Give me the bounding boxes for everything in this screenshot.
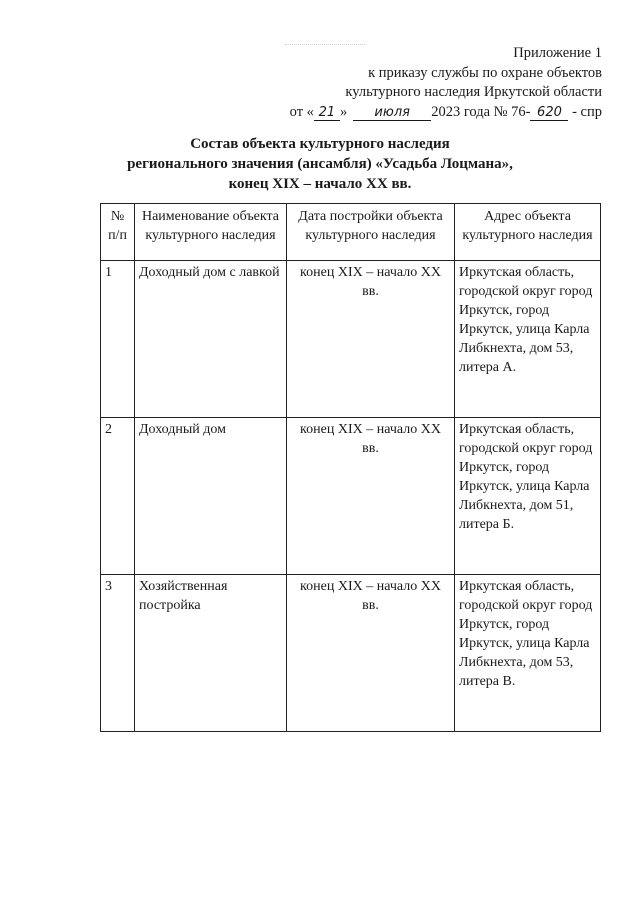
- header-name: Наименование объекта культурного наследия: [135, 204, 287, 261]
- appendix-line-2: к приказу службы по охране объектов: [368, 64, 602, 81]
- cell-number: 2: [101, 418, 135, 575]
- handwritten-order-number: 620: [530, 106, 568, 121]
- date-mid: »: [339, 103, 348, 120]
- header-number: № п/п: [101, 204, 135, 261]
- date-prefix: от «: [289, 103, 314, 120]
- cell-name: Хозяйственная постройка: [135, 575, 287, 732]
- date-suffix: - спр: [568, 103, 602, 120]
- cell-date: конец XIX – начало XX вв.: [287, 418, 455, 575]
- title-line-3: конец XIX – начало XX вв.: [228, 176, 412, 192]
- cell-address: Иркутская область, городской округ город Иркутск, город Иркутск, улица Карла Либкнехта, дом 51, литера Б.: [455, 418, 601, 575]
- handwritten-day: 21: [314, 106, 340, 121]
- handwritten-month: июля: [353, 106, 431, 121]
- table-row: [101, 575, 601, 732]
- cell-address: Иркутская область, городской округ город Иркутск, город Иркутск, улица Карла Либкнехта, дом 53, литера А.: [455, 261, 601, 418]
- cell-number: 1: [101, 261, 135, 418]
- appendix-header: [290, 44, 602, 122]
- date-year: 2023 года № 76-: [431, 103, 531, 120]
- cell-date: конец XIX – начало XX вв.: [287, 575, 455, 732]
- table-header-row: [101, 204, 601, 261]
- document-title: [0, 134, 640, 194]
- cell-date: конец XIX – начало XX вв.: [287, 261, 455, 418]
- header-address: Адрес объекта культурного наследия: [455, 204, 601, 261]
- appendix-date-line: [290, 103, 602, 123]
- cell-name: Доходный дом: [135, 418, 287, 575]
- table-row: [101, 418, 601, 575]
- appendix-line-1: Приложение 1: [513, 45, 602, 61]
- heritage-objects-table: [100, 203, 601, 732]
- appendix-line-3: культурного наследия Иркутской области: [345, 84, 602, 100]
- cell-name: Доходный дом с лавкой: [135, 261, 287, 418]
- title-line-2: регионального значения (ансамбля) «Усадьба Лоцмана»,: [127, 156, 513, 172]
- cell-number: 3: [101, 575, 135, 732]
- header-date: Дата постройки объекта культурного наследия: [287, 204, 455, 261]
- table-row: [101, 261, 601, 418]
- cell-address: Иркутская область, городской округ город Иркутск, город Иркутск, улица Карла Либкнехта, дом 53, литера В.: [455, 575, 601, 732]
- title-line-1: Состав объекта культурного наследия: [190, 136, 450, 152]
